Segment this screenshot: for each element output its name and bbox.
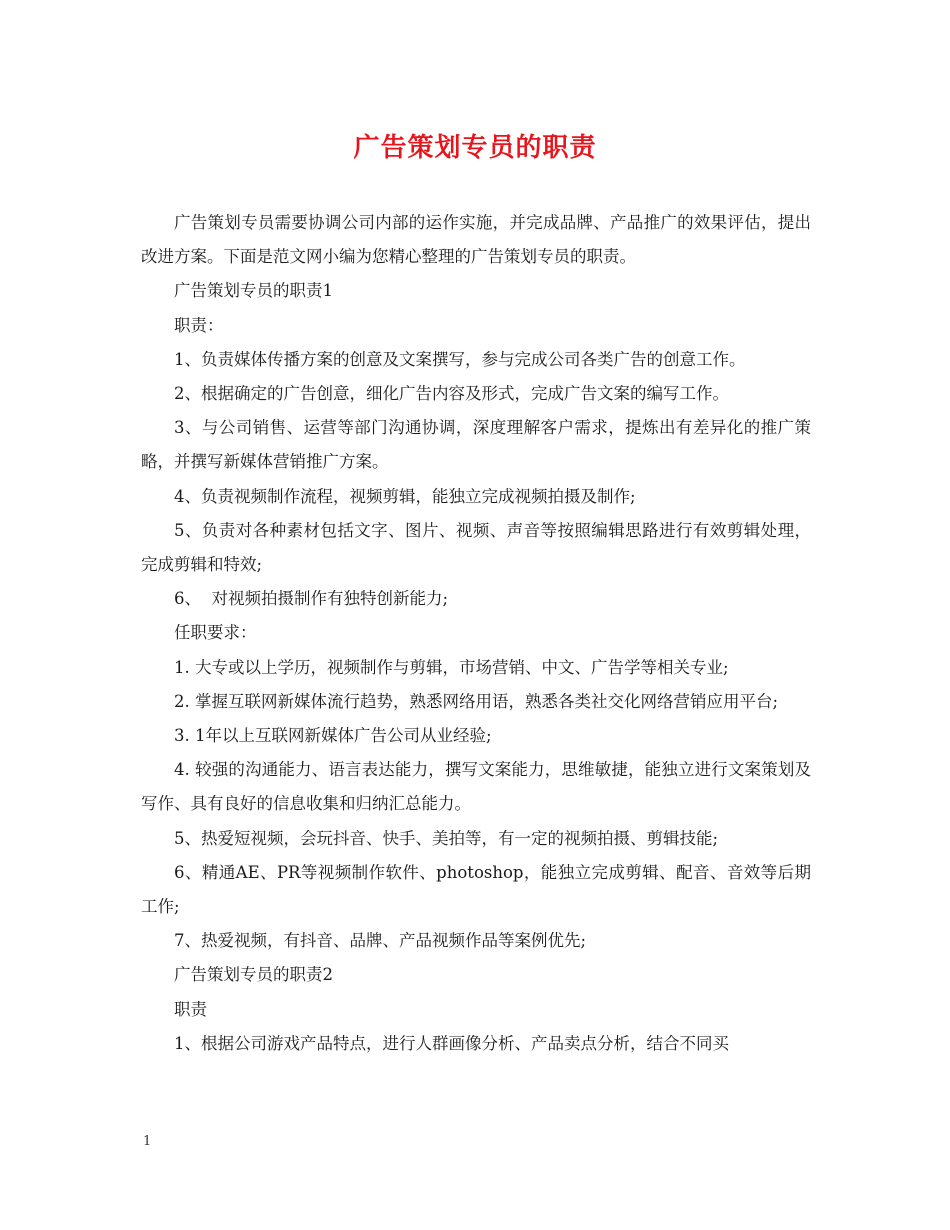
subheading-duties: 职责： bbox=[174, 315, 224, 335]
page-number: 1 bbox=[143, 1134, 152, 1149]
intro-paragraph: 广告策划专员需要协调公司内部的运作实施，并完成品牌、产品推广的效果评估，提出改进方案。下面是范文网小编为您精心整理的广告策划专员的职责。 bbox=[141, 213, 811, 267]
duty-item: 3、与公司销售、运营等部门沟通协调，深度理解客户需求，提炼出有差异化的推广策略，并撰写新媒体营销推广方案。 bbox=[141, 418, 811, 472]
duty-item: 6、 对视频拍摄制作有独特创新能力; bbox=[174, 589, 449, 609]
requirement-item: 5、热爱短视频，会玩抖音、快手、美拍等，有一定的视频拍摄、剪辑技能; bbox=[174, 828, 719, 848]
document-title: 广告策划专员的职责 bbox=[353, 133, 597, 163]
requirement-item: 4. 较强的沟通能力、语言表达能力，撰写文案能力，思维敏捷，能独立进行文案策划及写作、具有良好的信息收集和归纳汇总能力。 bbox=[141, 760, 811, 814]
subheading-requirements: 任职要求： bbox=[174, 623, 257, 643]
section-heading-1: 广告策划专员的职责1 bbox=[174, 281, 333, 301]
duty-item: 2、根据确定的广告创意，细化广告内容及形式，完成广告文案的编写工作。 bbox=[174, 384, 729, 404]
duty-item: 5、负责对各种素材包括文字、图片、视频、声音等按照编辑思路进行有效剪辑处理，完成剪辑和特效; bbox=[141, 520, 811, 575]
duty-item: 1、负责媒体传播方案的创意及文案撰写，参与完成公司各类广告的创意工作。 bbox=[174, 349, 746, 369]
requirement-item: 7、热爱视频，有抖音、品牌、产品视频作品等案例优先; bbox=[174, 931, 587, 951]
duty-item: 1、根据公司游戏产品特点，进行人群画像分析、产品卖点分析，结合不同买 bbox=[174, 1033, 729, 1053]
duty-item: 4、负责视频制作流程，视频剪辑，能独立完成视频拍摄及制作; bbox=[174, 486, 636, 506]
subheading-duties: 职责 bbox=[174, 999, 207, 1019]
document-body bbox=[141, 206, 811, 1061]
requirement-item: 6、精通AE、PR等视频制作软件、photoshop，能独立完成剪辑、配音、音效等后期工作; bbox=[141, 862, 811, 917]
requirement-item: 3. 1年以上互联网新媒体广告公司从业经验; bbox=[174, 726, 492, 746]
section-heading-2: 广告策划专员的职责2 bbox=[174, 965, 333, 985]
requirement-item: 1. 大专或以上学历，视频制作与剪辑，市场营销、中文、广告学等相关专业; bbox=[174, 657, 729, 677]
requirement-item: 2. 掌握互联网新媒体流行趋势，熟悉网络用语，熟悉各类社交化网络营销应用平台; bbox=[174, 691, 779, 711]
